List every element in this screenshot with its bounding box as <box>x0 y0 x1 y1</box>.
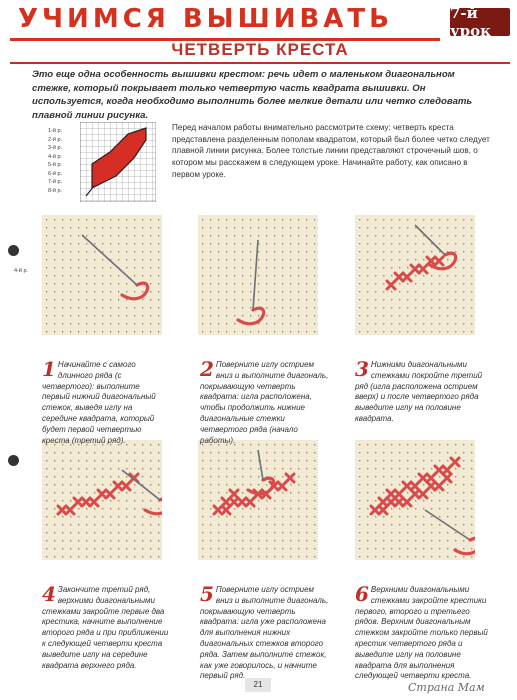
fabric-canvas <box>42 215 162 335</box>
fabric-canvas <box>42 440 162 560</box>
step-number: 4 <box>42 582 56 606</box>
fabric-canvas <box>355 215 475 335</box>
page-title: УЧИМСЯ ВЫШИВАТЬ <box>18 4 393 34</box>
stitch-step-illustration-4 <box>42 440 162 560</box>
fabric-canvas <box>355 440 475 560</box>
step-caption-3: 3 Нижними диагональными стежками покройте третий ряд (игла расположена острием вверх) и после четвертого ряда выведите иглу на половине квадрата. <box>355 357 483 423</box>
scheme-row-label: 8-й р. <box>48 187 63 194</box>
row-label-margin: 4-й р. <box>14 268 29 274</box>
stitch-step-illustration-3 <box>355 215 475 335</box>
stitch-step-illustration-2 <box>198 215 318 335</box>
fabric-canvas <box>198 215 318 335</box>
stitch-step-illustration-1 <box>42 215 162 335</box>
step-number: 1 <box>42 357 56 381</box>
scheme-row-label: 3-й р. <box>48 145 63 151</box>
binder-hole <box>8 455 19 466</box>
step-caption-6: 6 Верхними диагональными стежками закройте крестики первого, второго и третьего рядов. Верхним диагональным стежком закройте только первый крестик четвертого ряда и выведите иглу на половине квадрата для выполнения следующей четверти креста. <box>355 582 488 681</box>
scheme-row-label: 7-й р. <box>48 179 63 185</box>
stitch-step-illustration-6 <box>355 440 475 560</box>
step-number: 6 <box>355 582 369 606</box>
scheme-row-label: 6-й р. <box>48 170 63 177</box>
stitch-scheme <box>48 122 158 202</box>
step-caption-1: 1 Начинайте с самого длинного ряда (с четвертого): выполните первый нижний диагональный стежок, выведя иглу на середине квадрата, который будет первой четвертью креста (третий ряд). <box>42 357 156 445</box>
step-caption-5: 5 Поверните иглу острием вниз и выполните диагональ, покрывающую четверть квадрата: игла уже расположена для выполнения нижних диагональных стежков второго ряда. Затем выполните стежок, как уже говорилось, и начните первый ряд. <box>200 582 329 681</box>
intro-paragraph: Это еще одна особенность вышивки крестом: речь идет о маленьком диагональном стежке, который покрывает только четвертую часть квадрата вышивки. Он используется, когда необходимо выполнить более мелкие детали или четко следовать плавной линии рисунка. <box>32 69 473 121</box>
binder-hole <box>8 245 19 256</box>
scheme-row-label: 4-й р. <box>48 153 63 160</box>
scheme-row-label: 1-й р. <box>48 128 63 134</box>
scheme-description: Перед началом работы внимательно рассмотрите схему: четверть креста представлена разделенным пополам квадратом, который был более четко следует плавной линии рисунка. Более толстые линии представляют строчечный шов, о котором мы расскажем в следующем уроке. Начинайте работу, как описано в первом уроке. <box>172 123 490 179</box>
section-title: ЧЕТВЕРТЬ КРЕСТА <box>171 40 349 59</box>
step-number: 3 <box>355 357 369 381</box>
step-number: 2 <box>200 357 214 381</box>
stitch-step-illustration-5 <box>198 440 318 560</box>
scheme-grid <box>80 122 156 202</box>
step-caption-2: 2 Поверните иглу острием вниз и выполните диагональ, покрывающую четверть квадрата: игла расположена, чтобы продолжить нижние диагональные стежки четвертого ряда (начало работы). <box>200 357 329 445</box>
scheme-row-label: 5-й р. <box>48 162 63 168</box>
watermark: Страна Мам <box>408 681 485 694</box>
scheme-row-label: 2-й р. <box>48 136 63 143</box>
step-caption-4: 4 Закончите третий ряд, верхними диагональными стежками закройте первые два крестика, начните выполнение второго ряда и при приближении к следующей четверти креста выведите иглу на середине квадрата верхнего ряда. <box>42 582 169 670</box>
fabric-canvas <box>198 440 318 560</box>
subtitle-rule <box>10 62 510 64</box>
lesson-badge: 7-й урок <box>450 8 510 36</box>
step-number: 5 <box>200 582 214 606</box>
page-number: 21 <box>245 678 271 692</box>
